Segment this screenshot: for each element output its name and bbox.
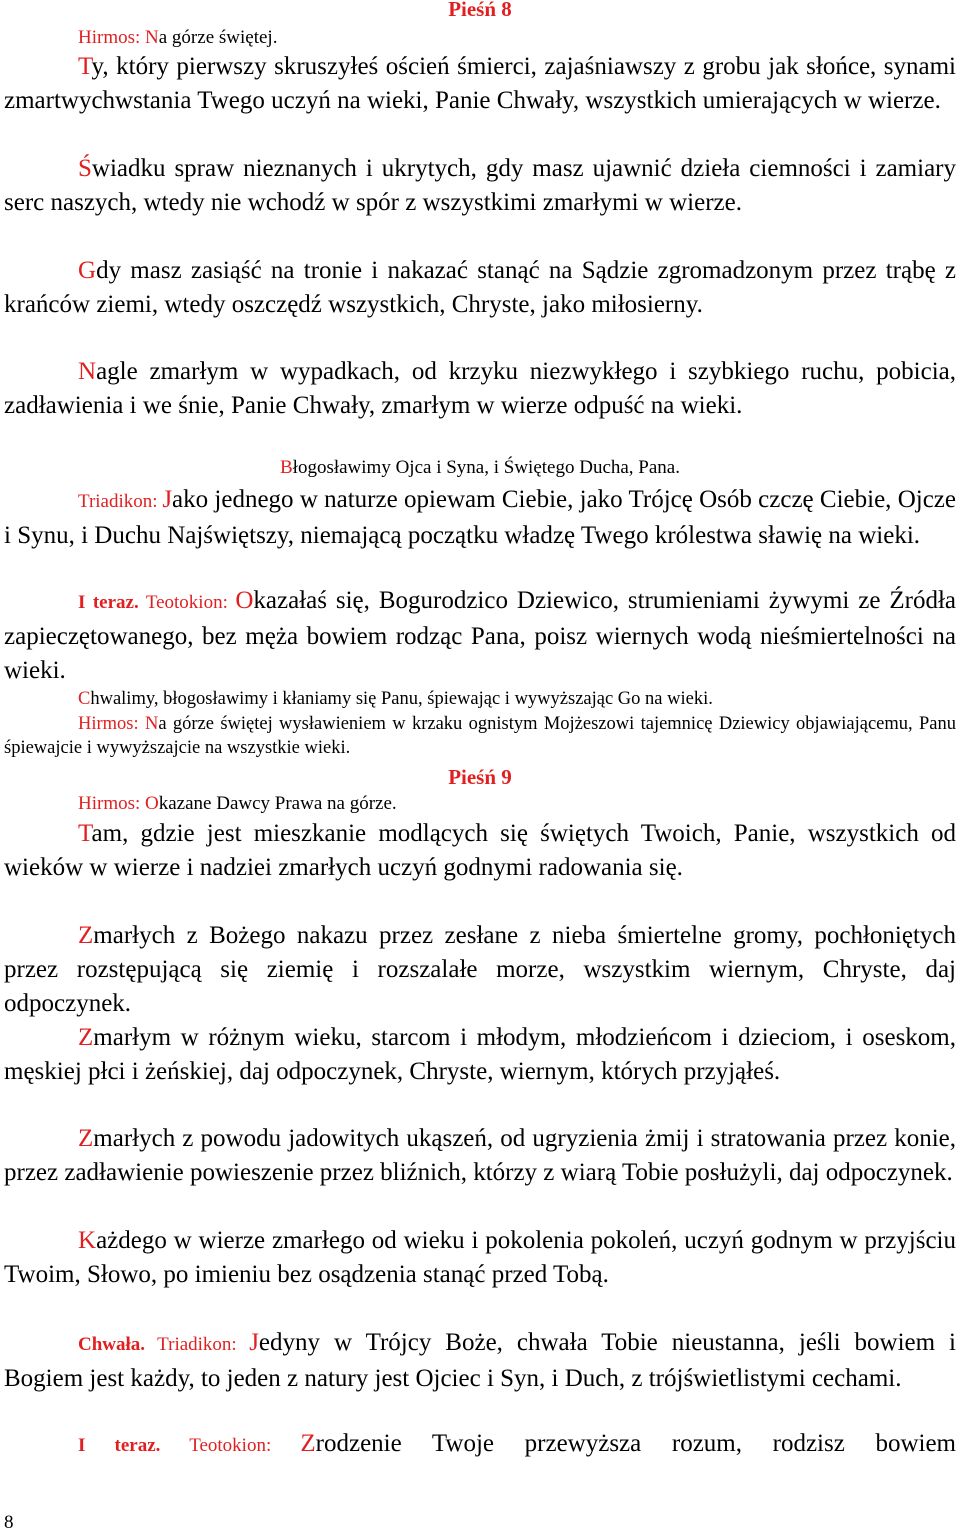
ode-9-troparion-5 [4, 1224, 956, 1292]
chwala-label: Chwała. [78, 1334, 146, 1355]
iteraz-label: I teraz. [78, 592, 139, 613]
teotokion-text: kazałaś się, Bogurodzico Dziewico, strumieniami żywymi ze Źródła zapieczętowanego, bez męża bowiem rodząc Pana, poisz wiernych wodą nieśmiertelności na wieki. [4, 587, 956, 684]
ode-8-triadikon [4, 483, 956, 553]
triadikon-text: ako jednego w naturze opiewam Ciebie, jako Trójcę Osób czczę Ciebie, Ojcze i Synu, i Duchu Najświętszy, niemającą początku władzę Twego królestwa sławię na wieki. [4, 486, 956, 549]
triadikon-initial: J [249, 1329, 259, 1356]
ode-9-troparion-2 [4, 919, 956, 1021]
triadikon-label: Triadikon: [78, 491, 163, 512]
troparion-initial: Z [78, 1125, 94, 1152]
ode-8-troparion-1 [4, 50, 956, 118]
hirmos-label: Hirmos: O [78, 793, 159, 814]
hirmos-text: kazane Dawcy Prawa na górze. [158, 793, 397, 814]
troparion-text: ażdego w wierze zmarłego od wieku i pokolenia pokoleń, uczyń godnym w przyjściu Twoim, Słowo, po imieniu bez osądzenia stanąć przed Tobą. [4, 1227, 956, 1288]
troparion-initial: N [78, 358, 97, 385]
hirmos-text: a górze świętej. [158, 27, 278, 48]
troparion-text: agle zmarłym w wypadkach, od krzyku niezwykłego i szybkiego ruchu, pobicia, zadławienia i we śnie, Panie Chwały, zmarłym w wierze odpuść na wieki. [4, 358, 956, 419]
troparion-initial: Ś [78, 155, 92, 182]
teotokion-initial: O [235, 587, 254, 614]
iteraz-label: I teraz. [78, 1435, 161, 1456]
hirmos-text: a górze świętej wysławieniem w krzaku ognistym Mojżeszowi tajemnicę Dziewicy objawiającemu, Panu śpiewajcie i wywyższajcie na wszystkie wieki. [4, 714, 956, 758]
triadikon-text: edyny w Trójcy Boże, chwała Tobie nieustanna, jeśli bowiem i Bogiem jest każdy, to jeden z natury jest Ojciec i Syn, i Duch, z trójświetlistymi cechami. [4, 1329, 956, 1392]
page-number: 8 [4, 1512, 14, 1533]
hirmos-label: Hirmos: N [78, 27, 159, 48]
troparion-initial: G [78, 257, 97, 284]
troparion-initial: Z [78, 1024, 94, 1051]
ode-9-title: Pieśń 9 [448, 765, 512, 789]
ode-8-title: Pieśń 8 [448, 0, 512, 21]
doxology-initial: B [279, 457, 293, 478]
ode-9-troparion-3 [4, 1021, 956, 1089]
ode-9-teotokion [4, 1427, 956, 1497]
troparion-initial: T [78, 820, 92, 847]
chwalimy-text: hwalimy, błogosławimy i kłaniamy się Panu, śpiewając i wywyższając Go na wieki. [90, 689, 713, 709]
teotokion-initial: Z [300, 1430, 316, 1457]
ode-8-troparion-2 [4, 152, 956, 220]
troparion-initial: T [78, 53, 92, 80]
ode-9-hirmos [4, 792, 960, 816]
troparion-text: marłym w różnym wieku, starcom i młodym, młodzieńcom i dzieciom, i oseskom, męskiej płci i żeńskiej, daj odpoczynek, Chryste, wiernym, których przyjąłeś. [4, 1024, 956, 1085]
teotokion-text: rodzenie Twoje przewyższa rozum, rodzisz bowiem [315, 1430, 956, 1457]
troparion-text: am, gdzie jest mieszkanie modlących się świętych Twoich, Panie, wszystkich od wieków w wierze i nadziei zmarłych uczyń godnymi radowania się. [4, 820, 956, 881]
ode-8-troparion-4 [4, 355, 956, 423]
triadikon-initial: J [162, 486, 173, 513]
ode-8-hirmos [4, 26, 960, 50]
teotokion-label: Teotokion: [138, 592, 236, 613]
ode-8-katavasia-hirmos [4, 712, 956, 760]
teotokion-label: Teotokion: [160, 1435, 301, 1456]
ode-8-teotokion [4, 584, 956, 688]
ode-8-chwalimy [4, 687, 960, 711]
ode-9-troparion-1 [4, 817, 956, 885]
troparion-initial: K [78, 1227, 97, 1254]
ode-8-doxology [4, 456, 956, 480]
ode-9-troparion-4 [4, 1122, 956, 1190]
ode-8-title-block [4, 0, 956, 20]
hirmos-label: Hirmos: N [78, 714, 159, 734]
troparion-text: wiadku spraw nieznanych i ukrytych, gdy masz ujawnić dzieła ciemności i zamiary serc naszych, wtedy nie wchodź w spór z wszystkimi zmarłymi w wierze. [4, 155, 956, 216]
chwalimy-initial: C [78, 689, 91, 709]
troparion-text: y, który pierwszy skruszyłeś oścień śmierci, zajaśniawszy z grobu jak słońce, synami zmartwychwstania Twego uczyń na wieki, Panie Chwały, wszystkich umierających w wierze. [4, 53, 956, 114]
troparion-text: dy masz zasiąść na tronie i nakazać stanąć na Sądzie zgromadzonym przez trąbę z krańców ziemi, wtedy oszczędź wszystkich, Chryste, jako miłosierny. [4, 257, 956, 318]
troparion-initial: Z [78, 922, 94, 949]
ode-9-triadikon [4, 1326, 956, 1396]
doxology-text: łogosławimy Ojca i Syna, i Świętego Ducha, Pana. [292, 457, 680, 478]
triadikon-label: Triadikon: [145, 1334, 250, 1355]
troparion-text: marłych z powodu jadowitych ukąszeń, od ugryzienia żmij i stratowania przez konie, przez zadławienie powieszenie przez bliźnich, którzy z wiarą Tobie posłużyli, daj odpoczynek. [4, 1125, 956, 1186]
ode-9-title-block [4, 766, 956, 788]
ode-8-troparion-3 [4, 254, 956, 322]
troparion-text: marłych z Bożego nakazu przez zesłane z nieba śmiertelne gromy, pochłoniętych przez rozstępującą się ziemię i rozszalałe morze, wszystkim wiernym, Chryste, daj odpoczynek. [4, 922, 956, 1017]
